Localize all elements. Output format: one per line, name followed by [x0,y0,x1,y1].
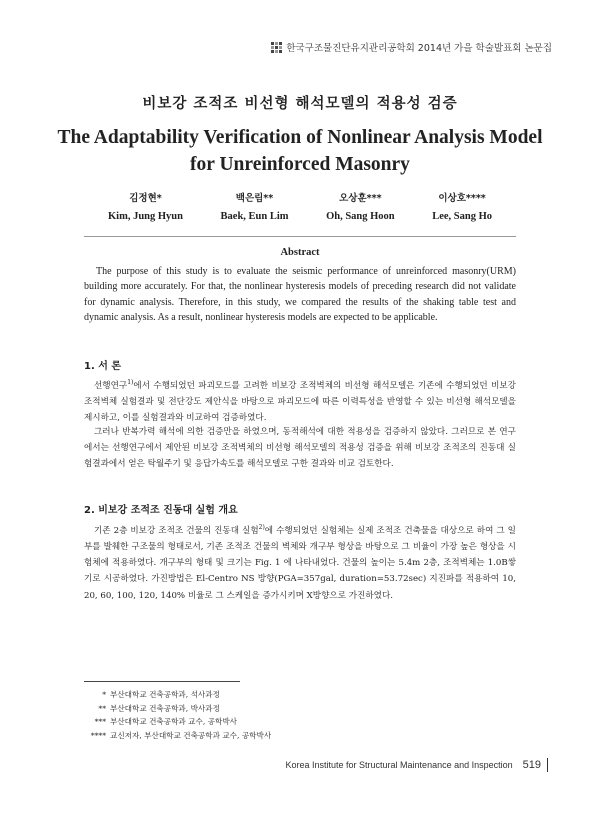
footnote-mark: **** [90,730,106,740]
footnote-text: 교신저자, 부산대학교 건축공학과 교수, 공학박사 [110,730,272,740]
citation: 1) [127,379,134,386]
paragraph-text: 에서 수행되었던 파괴모드를 고려한 비보강 조적벽체의 비선형 해석모델은 기존에 수행되었던 비보강 조적벽체 실험결과 및 전단강도 제안식을 바탕으로 파괴모드에 따른 이력특성을 반영할 수 있는 비선형 해석모델을 제시하고, 이를 실험결과와 비교하여 검증하였다. [84,380,516,424]
citation: 2) [258,524,265,531]
paragraph [84,424,516,473]
footer-bar [547,758,548,772]
author-name-korean: 김정현* [129,193,162,204]
abstract-heading: Abstract [280,247,320,258]
title-english-line2: for Unreinforced Masonry [190,154,410,175]
running-header [271,40,552,54]
footnote-divider [84,681,240,682]
section-heading: 2. 비보강 조적조 진동대 실험 개요 [84,505,238,516]
footnote-mark: * [102,690,106,699]
title-korean: 비보강 조적조 비선형 해석모델의 적용성 검증 [142,96,458,112]
footnote [84,729,271,743]
conference-name: 한국구조물진단유지관리공학회 2014년 가을 학술발표회 논문집 [286,43,552,54]
paragraph-text: 그러나 반복가력 해석에 의한 검증만을 하였으며, 동적해석에 대한 적용성을 검증하지 않았다. 그러므로 본 연구에서는 선행연구에서 제안된 비보강 조적벽체의 비선형 해석모델의 적용성 검증을 위해 비보강 조적조의 진동대 실험결과에서 얻은 탁월주기 및 응답가속도를 해석모델로 구한 결과와 비교 검토한다. [84,427,516,470]
author-name-english: Kim, Jung Hyun [108,211,183,222]
footnote-mark: ** [98,703,106,713]
grid-dots-icon [271,42,282,53]
paragraph-text: 선행연구 [94,380,128,391]
author-name-korean: 오상훈*** [339,193,382,204]
page-footer [286,758,549,772]
author [432,190,492,222]
footnote [84,702,271,716]
institute-name: Korea Institute for Structural Maintenance and Inspection [285,760,513,770]
author-name-english: Oh, Sang Hoon [326,211,395,222]
author-name-english: Lee, Sang Ho [432,211,492,222]
author-name-english: Baek, Eun Lim [220,211,289,222]
footnotes [84,688,271,742]
paragraph-text: 기존 2층 비보강 조적조 건물의 진동대 실험 [94,525,259,536]
page-number: 519 [522,759,541,771]
footnote-text: 부산대학교 건축공학과 교수, 공학박사 [110,717,238,727]
author-name-korean: 이상호**** [438,193,486,204]
title-english-line1: The Adaptability Verification of Nonlinear Analysis Model [57,127,543,148]
author [108,190,183,222]
abstract-body: The purpose of this study is to evaluate the seismic performance of unreinforced masonry(URM) building more accurately. For that, the nonlinear hysteresis models of preceding research did not validate for dynamic analysis. Therefore, in this study, we compared the results of the shaking table test and dynamic analysis. As a result, nonlinear hysteresis models are expected to be applicable. [84,266,516,323]
paragraph [84,520,516,604]
footnote-text: 부산대학교 건축공학과, 박사과정 [110,703,220,713]
author-list [108,190,492,222]
paragraph-text: 에 수행되었던 실험체는 실제 조적조 건축물을 대상으로 하여 그 일부를 발췌한 구조물의 형태로서, 기존 조적조 건물의 벽체와 개구부 형상을 바탕으로 그 비율이 가장 높은 형상을 시험체에 적용하였다. 개구부의 형태 및 크기는 Fig. 1 에 나타내었다. 건물의 높이는 5.4m 2층, 조적벽체는 1.0B쌓기로 시공하였다. 가진방법은 El-Centro NS 방향(PGA=357gal, duration=53.72sec) 지진파를 적용하여 10, 20, 60, 100, 120, 140% 비율로 그 스케일을 증가시키며 X방향으로 가진하였다. [84,525,516,601]
author [221,190,289,222]
paragraph [84,375,516,426]
footnote-text: 부산대학교 건축공학과, 석사과정 [110,690,220,699]
footnote [84,715,271,729]
title-english [0,124,600,178]
author-name-korean: 백은림** [235,193,274,204]
section-heading: 1. 서 론 [84,361,122,372]
footnote [84,688,271,702]
divider [84,236,516,237]
footnote-mark: *** [94,717,106,727]
author [326,190,395,222]
